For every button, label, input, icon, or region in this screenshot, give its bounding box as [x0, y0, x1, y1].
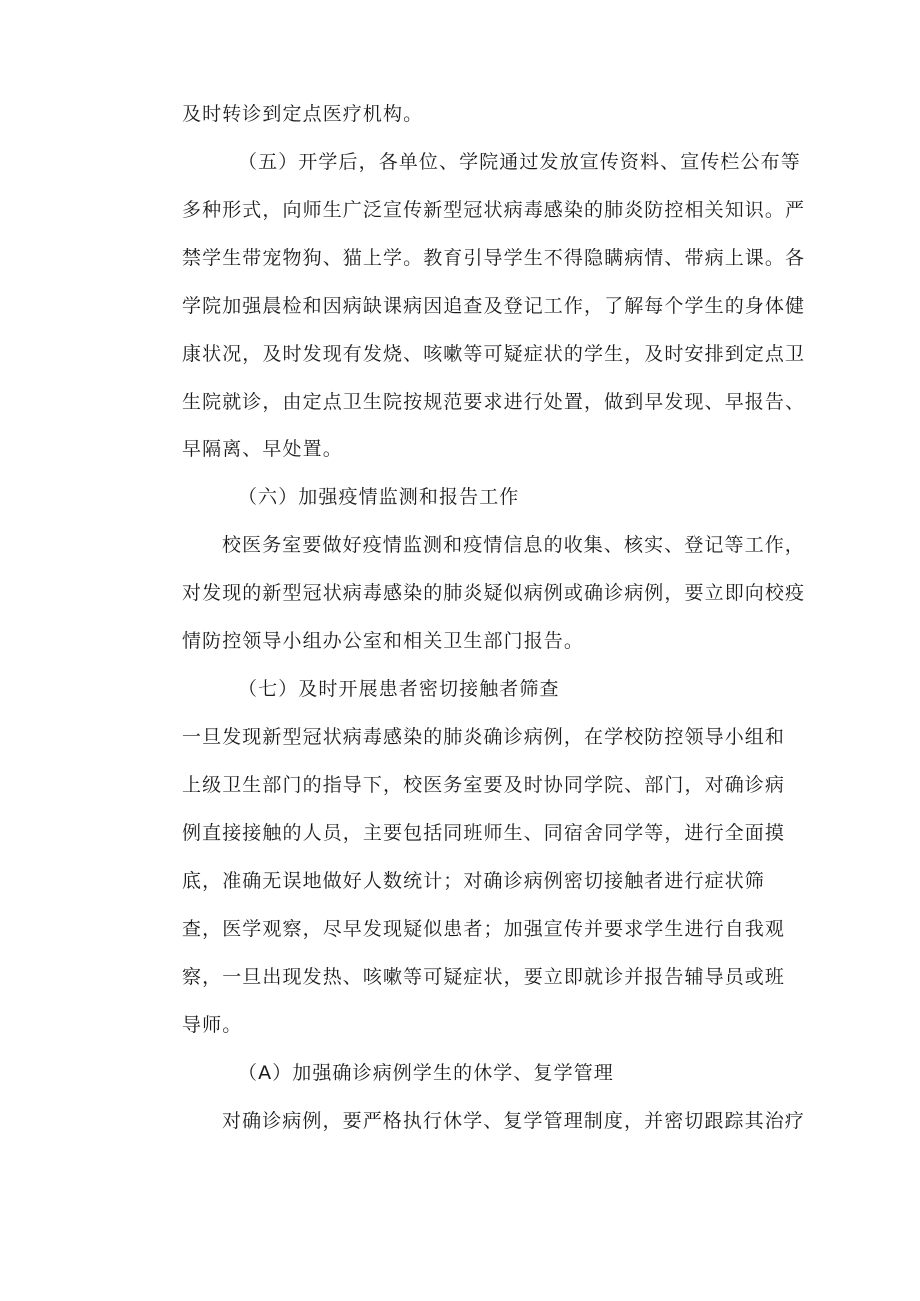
section-heading: （六）加强疫情监测和报告工作: [238, 486, 520, 508]
text-line: （五）开学后，各单位、学院通过发放宣传资料、宣传栏公布等: [238, 151, 801, 173]
text-line: 禁学生带宠物狗、猫上学。教育引导学生不得隐瞒病情、带病上课。各: [182, 247, 806, 269]
text-line: 一旦发现新型冠状病毒感染的肺炎确诊病例，在学校防控领导小组和: [182, 726, 786, 748]
text-line: 情防控领导小组办公室和相关卫生部门报告。: [182, 630, 585, 652]
section-heading: （七）及时开展患者密切接触者筛查: [238, 678, 560, 700]
text-line: 查，医学观察，尽早发现疑似患者；加强宣传并要求学生进行自我观: [182, 918, 786, 940]
text-line: 生院就诊，由定点卫生院按规范要求进行处置，做到早发现、早报告、: [182, 391, 806, 413]
text-line: 导师。: [182, 1014, 243, 1036]
text-line: 多种形式，向师生广泛宣传新型冠状病毒感染的肺炎防控相关知识。严: [182, 199, 806, 221]
text-line: 校医务室要做好疫情监测和疫情信息的收集、核实、登记等工作，: [222, 534, 805, 556]
text-line: 底，准确无误地做好人数统计；对确诊病例密切接触者进行症状筛: [182, 870, 765, 892]
text-line: 康状况，及时发现有发烧、咳嗽等可疑症状的学生，及时安排到定点卫: [182, 343, 806, 365]
text-line: 学院加强晨检和因病缺课病因追查及登记工作，了解每个学生的身体健: [182, 295, 806, 317]
section-heading: （A）加强确诊病例学生的休学、复学管理: [238, 1062, 614, 1084]
text-line: 例直接接触的人员，主要包括同班师生、同宿舍同学等，进行全面摸: [182, 822, 786, 844]
text-line: 对确诊病例，要严格执行休学、复学管理制度，并密切跟踪其治疗: [222, 1110, 805, 1132]
text-line: 早隔离、早处置。: [182, 438, 343, 460]
text-line: 及时转诊到定点医疗机构。: [182, 103, 424, 125]
text-line: 上级卫生部门的指导下，校医务室要及时协同学院、部门，对确诊病: [182, 774, 786, 796]
text-line: 对发现的新型冠状病毒感染的肺炎疑似病例或确诊病例，要立即向校疫: [182, 582, 806, 604]
text-line: 察，一旦出现发热、咳嗽等可疑症状，要立即就诊并报告辅导员或班: [182, 966, 786, 988]
